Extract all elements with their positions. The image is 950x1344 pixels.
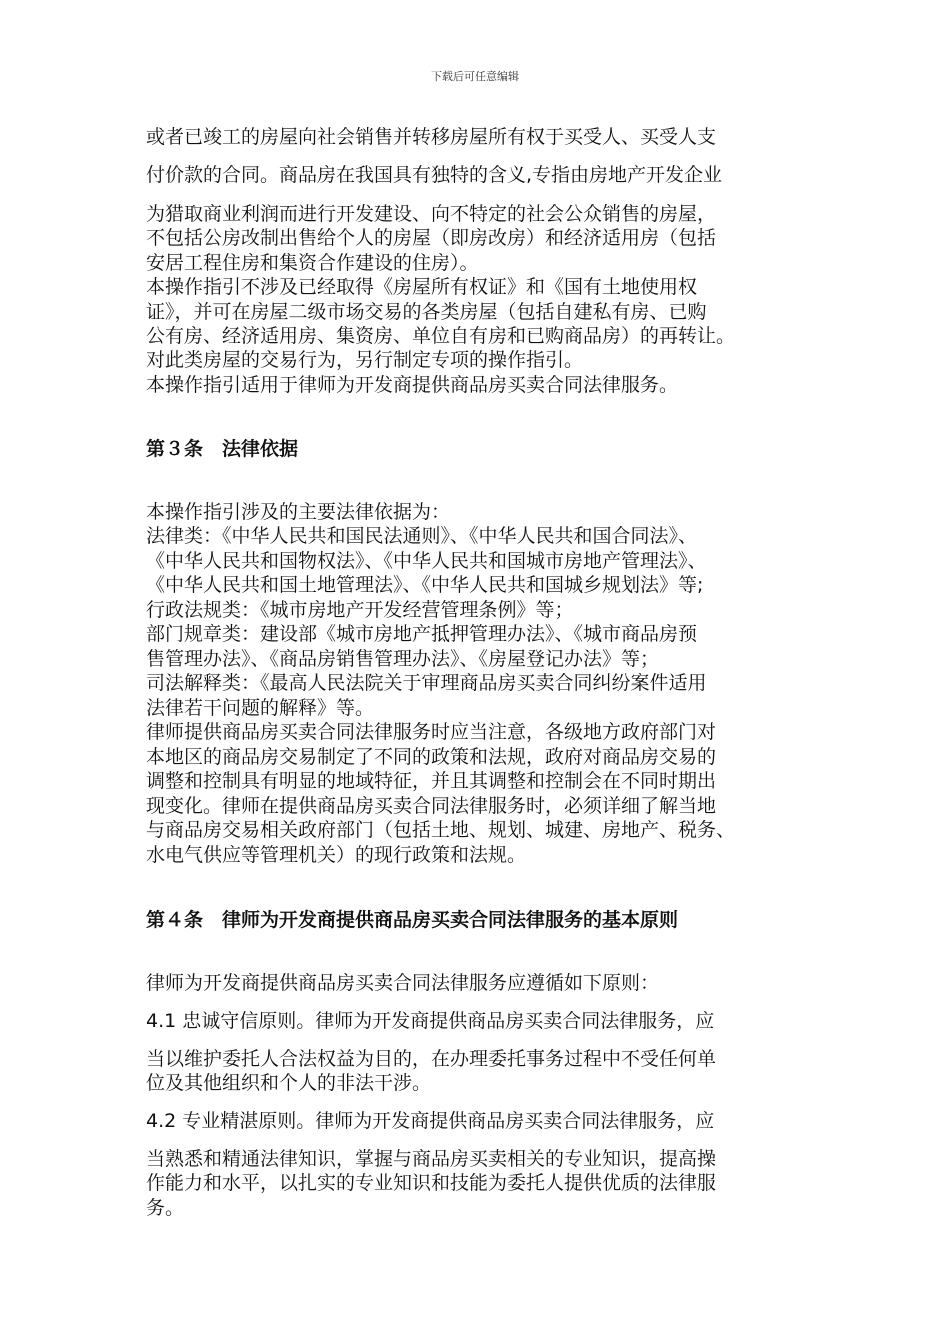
paragraph-line: 为猎取商业利润而进行开发建设、向不特定的社会公众销售的房屋， bbox=[146, 203, 717, 225]
paragraph-line: 或者已竣工的房屋向社会销售并转移房屋所有权于买受人、买受人支 bbox=[146, 126, 717, 148]
paragraph-line: 公有房、经济适用房、集资房、单位自有房和已购商品房）的再转让。 bbox=[146, 325, 736, 347]
paragraph-line: 作能力和水平，以扎实的专业知识和技能为委托人提供优质的法律服 bbox=[146, 1172, 717, 1194]
paragraph-line: 务。 bbox=[146, 1197, 185, 1219]
paragraph-line: 4.2 专业精湛原则。律师为开发商提供商品房买卖合同法律服务，应 bbox=[146, 1110, 715, 1132]
paragraph-line: 与商品房交易相关政府部门（包括土地、规划、城建、房地产、税务、 bbox=[146, 819, 736, 841]
paragraph-line: 部门规章类：建设部《城市房地产抵押管理办法》、《城市商品房预 bbox=[146, 623, 698, 645]
paragraph-line: 位及其他组织和个人的非法干涉。 bbox=[146, 1072, 432, 1094]
paragraph-line: 4.1 忠诚守信原则。律师为开发商提供商品房买卖合同法律服务，应 bbox=[146, 1010, 715, 1032]
paragraph-line: 法律若干问题的解释》等。 bbox=[146, 697, 375, 719]
paragraph-line: 安居工程住房和集资合作建设的住房）。 bbox=[146, 252, 479, 274]
paragraph-line: 本操作指引适用于律师为开发商提供商品房买卖合同法律服务。 bbox=[146, 374, 679, 396]
paragraph-line: 法律类：《中华人民共和国民法通则》、《中华人民共和国合同法》、 bbox=[146, 525, 698, 547]
paragraph-line: 行政法规类：《城市房地产开发经营管理条例》等； bbox=[146, 599, 574, 621]
paragraph-line: 当以维护委托人合法权益为目的，在办理委托事务过程中不受任何单 bbox=[146, 1048, 717, 1070]
paragraph-line: 律师为开发商提供商品房买卖合同法律服务应遵循如下原则： bbox=[146, 972, 660, 994]
paragraph-line: 证》，并可在房屋二级市场交易的各类房屋（包括自建私有房、已购 bbox=[146, 301, 707, 323]
paragraph-line: 《中华人民共和国土地管理法》、《中华人民共和国城乡规划法》等; bbox=[146, 574, 704, 596]
paragraph-line: 水电气供应等管理机关）的现行政策和法规。 bbox=[146, 844, 527, 866]
paragraph-line: 对此类房屋的交易行为，另行制定专项的操作指引。 bbox=[146, 349, 584, 371]
paragraph-line: 调整和控制具有明显的地域特征，并且其调整和控制会在不同时期出 bbox=[146, 770, 717, 792]
paragraph-line: 律师提供商品房买卖合同法律服务时应当注意，各级地方政府部门对 bbox=[146, 721, 717, 743]
paragraph-line: 现变化。律师在提供商品房买卖合同法律服务时，必须详细了解当地 bbox=[146, 795, 717, 817]
paragraph-line: 本操作指引不涉及已经取得《房屋所有权证》和《国有土地使用权 bbox=[146, 276, 698, 298]
paragraph-line: 不包括公房改制出售给个人的房屋（即房改房）和经济适用房（包括 bbox=[146, 227, 717, 249]
section-heading-4: 第４条 律师为开发商提供商品房买卖合同法律服务的基本原则 bbox=[146, 909, 679, 931]
section-heading-3: 第３条 法律依据 bbox=[146, 438, 299, 460]
paragraph-line: 本操作指引涉及的主要法律依据为： bbox=[146, 501, 451, 523]
paragraph-line: 售管理办法》、《商品房销售管理办法》、《房屋登记办法》等； bbox=[146, 648, 660, 670]
paragraph-line: 司法解释类：《最高人民法院关于审理商品房买卖合同纠纷案件适用 bbox=[146, 672, 707, 694]
paragraph-line: 《中华人民共和国物权法》、《中华人民共和国城市房地产管理法》、 bbox=[146, 550, 707, 572]
paragraph-line: 付价款的合同。商品房在我国具有独特的含义,专指由房地产开发企业 bbox=[146, 164, 723, 186]
paragraph-line: 当熟悉和精通法律知识，掌握与商品房买卖相关的专业知识，提高操 bbox=[146, 1148, 717, 1170]
page-header: 下载后可任意编辑 bbox=[431, 70, 519, 83]
paragraph-line: 本地区的商品房交易制定了不同的政策和法规，政府对商品房交易的 bbox=[146, 746, 717, 768]
